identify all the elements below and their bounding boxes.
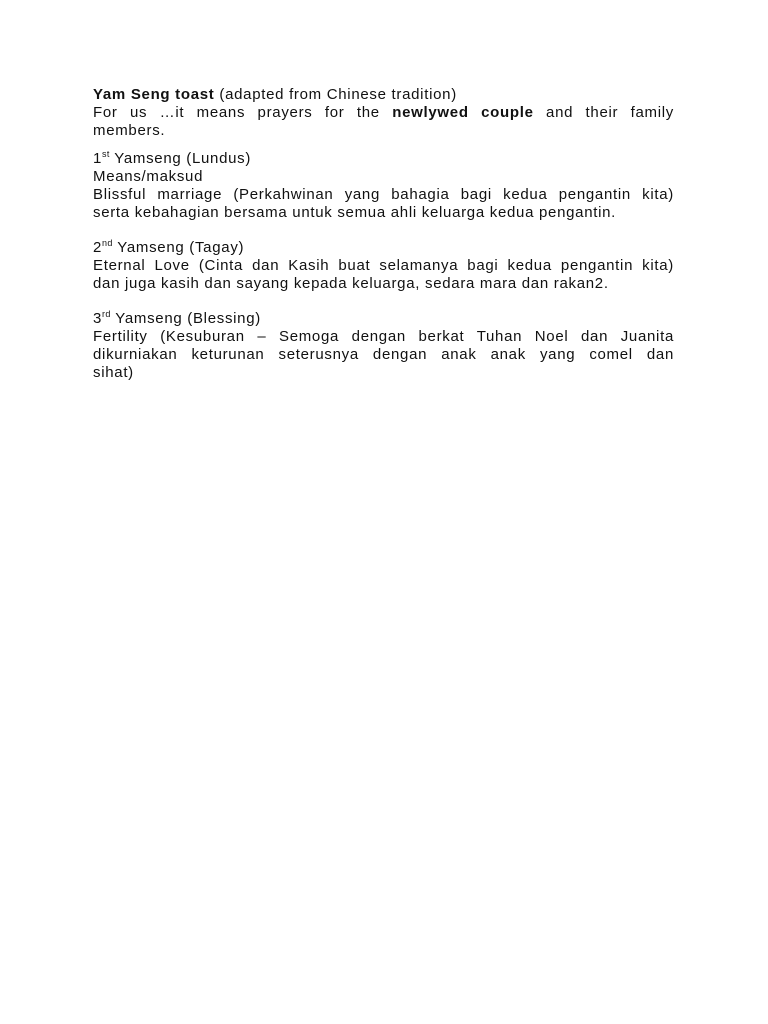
intro-line-2: members. [93,122,166,139]
intro-line-1 [93,104,674,122]
toast-text-line: Means/maksud [93,168,204,185]
toast-number: 2 [93,239,103,256]
heading-subtitle: (adapted from Chinese tradition) [214,86,457,103]
toast-text-line: dikurniakan keturunan seterusnya dengan anak anak yang comel dan [93,346,674,363]
toast-section-2 [93,239,674,293]
toast-text-line: sihat) [93,364,134,381]
toast-ordinal: nd [102,238,113,248]
toast-section-1 [93,150,674,222]
toast-text-line: dan juga kasih dan sayang kepada keluarga, sedara mara dan rakan2. [93,275,609,292]
toast-text-line: Eternal Love (Cinta dan Kasih buat selamanya bagi kedua pengantin kita) [93,257,674,274]
intro-block [93,86,674,140]
document-heading [93,86,674,104]
toast-ordinal: st [102,149,110,159]
toast-section-3 [93,310,674,382]
toast-text-line: Fertility (Kesuburan – Semoga dengan berkat Tuhan Noel dan Juanita [93,328,674,345]
toast-heading-2 [93,239,674,257]
toast-heading-3 [93,310,674,328]
toast-title: Yamseng (Tagay) [112,239,245,256]
intro-suffix: and their family [533,104,675,121]
toast-heading-1 [93,150,674,168]
toast-text-line: serta kebahagian bersama untuk semua ahli keluarga kedua pengantin. [93,204,617,221]
heading-title: Yam Seng toast [93,86,215,103]
toast-title: Yamseng (Blessing) [110,310,261,327]
toast-ordinal: rd [102,309,111,319]
toast-text-line: Blissful marriage (Perkahwinan yang bahagia bagi kedua pengantin kita) [93,186,674,203]
toast-number: 1 [93,150,103,167]
intro-prefix: For us …it means prayers for the [93,104,393,121]
toast-number: 3 [93,310,103,327]
document-page [93,86,674,382]
toast-title: Yamseng (Lundus) [109,150,252,167]
intro-emphasis: newlywed couple [392,104,534,121]
